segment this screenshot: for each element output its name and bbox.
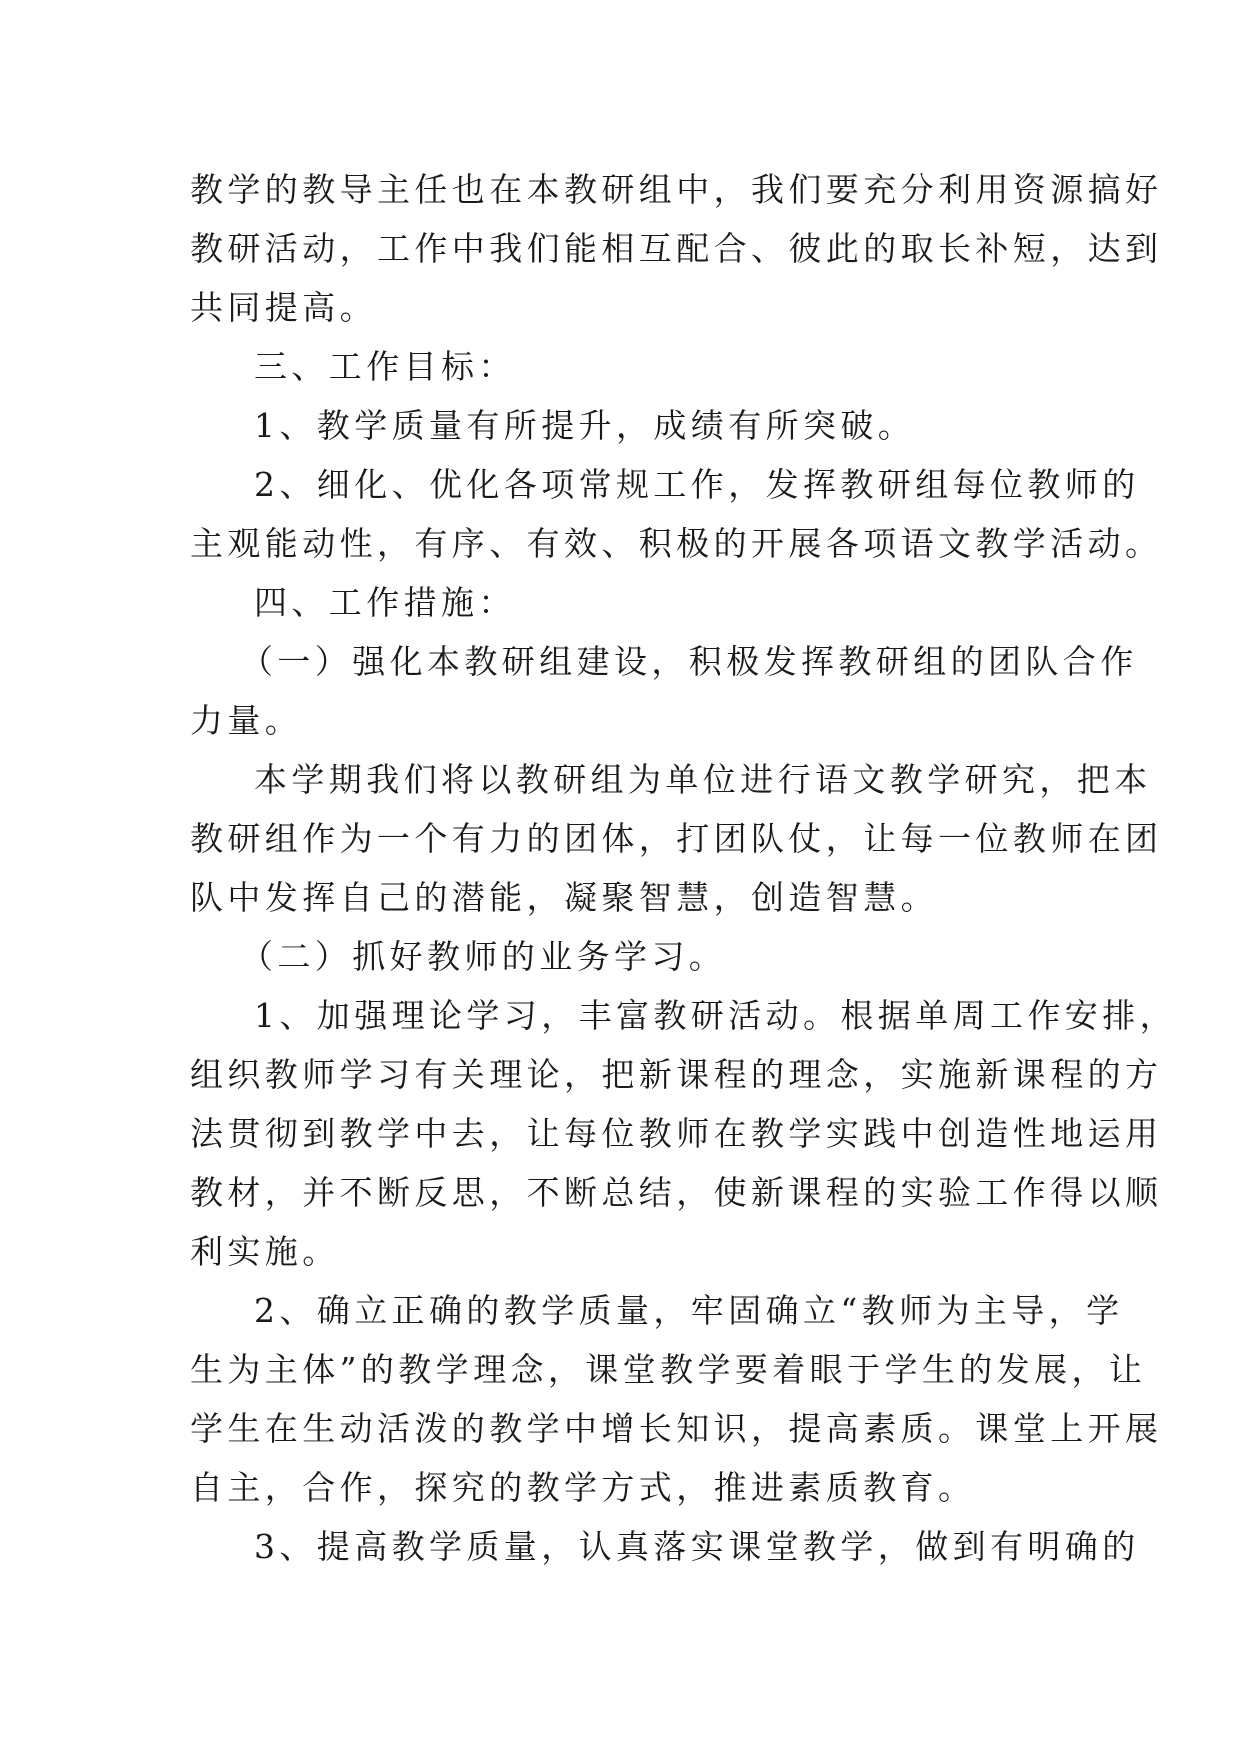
text-line: 队中发挥自己的潜能，凝聚智慧，创造智慧。 xyxy=(190,878,938,917)
text-line: 3、提高教学质量，认真落实课堂教学，做到有明确的 xyxy=(254,1527,1140,1566)
document-body xyxy=(190,160,1177,1576)
text-line: 教学的教导主任也在本教研组中，我们要充分利用资源搞好 xyxy=(190,170,1163,209)
text-line: 本学期我们将以教研组为单位进行语文教学研究，把本 xyxy=(254,760,1152,799)
text-line: 主观能动性，有序、有效、积极的开展各项语文教学活动。 xyxy=(190,524,1163,563)
text-line: 教研活动，工作中我们能相互配合、彼此的取长补短，达到 xyxy=(190,229,1163,268)
text-line: 教材，并不断反思，不断总结，使新课程的实验工作得以顺 xyxy=(190,1173,1163,1212)
text-line: 教研组作为一个有力的团体，打团队仗，让每一位教师在团 xyxy=(190,819,1163,858)
text-line: 学生在生动活泼的教学中增长知识，提高素质。课堂上开展 xyxy=(190,1409,1163,1448)
text-line: 力量。 xyxy=(190,701,303,740)
text-line: 生为主体”的教学理念，课堂教学要着眼于学生的发展，让 xyxy=(190,1350,1147,1389)
text-line: 自主，合作，探究的教学方式，推进素质教育。 xyxy=(190,1468,976,1507)
subsection-heading-2: （二）抓好教师的业务学习。 xyxy=(240,937,727,976)
text-line: 2、细化、优化各项常规工作，发挥教研组每位教师的 xyxy=(254,465,1140,504)
text-line: 2、确立正确的教学质量，牢固确立“教师为主导，学 xyxy=(254,1291,1124,1330)
text-line: 组织教师学习有关理论，把新课程的理念，实施新课程的方 xyxy=(190,1055,1163,1094)
text-line: 法贯彻到教学中去，让每位教师在教学实践中创造性地运用 xyxy=(190,1114,1163,1153)
text-line: 利实施。 xyxy=(190,1232,340,1271)
text-line: 1、教学质量有所提升，成绩有所突破。 xyxy=(254,406,916,445)
text-line: 1、加强理论学习，丰富教研活动。根据单周工作安排， xyxy=(254,996,1177,1035)
subsection-heading-1: （一）强化本教研组建设，积极发挥教研组的团队合作 xyxy=(240,642,1138,681)
section-heading-measures: 四、工作措施： xyxy=(254,583,516,622)
section-heading-goals: 三、工作目标： xyxy=(254,347,516,386)
text-line: 共同提高。 xyxy=(190,288,377,327)
